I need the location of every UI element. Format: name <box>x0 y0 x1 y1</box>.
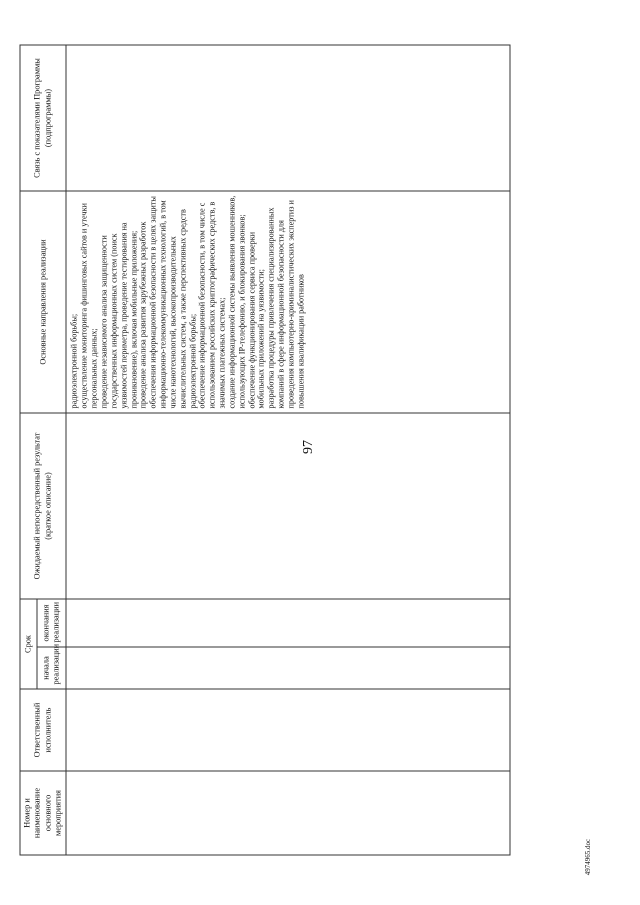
header-row <box>20 45 37 855</box>
cell-term-end <box>66 599 510 647</box>
program-table <box>20 45 511 856</box>
header-link: Связь с показателями Программы (подпрограммы) <box>20 45 66 191</box>
header-number-name: Номер и наименование основного мероприятия <box>20 771 66 855</box>
header-responsible: Ответственный исполнитель <box>20 689 66 771</box>
header-directions: Основные направления реализации <box>20 191 66 413</box>
cell-number-name <box>66 771 510 855</box>
header-term: Срок <box>20 599 37 689</box>
page-number: 97 <box>301 440 316 454</box>
cell-result <box>66 413 510 599</box>
rotated-table-sheet <box>20 46 545 856</box>
table-row <box>66 45 510 855</box>
cell-directions: радиоэлектронной борьбы; осуществление мониторинга фишинговых сайтов и утечки персональных данных; проведение независимого анализа защищенности государственных информационных систем (поиск уязвимостей периметра, проведение тестирования на проникновение), включая мобильные приложения; проведение анализа развития зарубежных разработок обеспечения информационной безопасности в целях защиты информационно-телекоммуникационных технологий, в том числе нанотехнологий, высокопроизводительных вычислительных систем, а также перспективных средств радиоэлектронной борьбы; обеспечение информационной безопасности, в том числе с использованием российских криптографических средств, в значимых платежных системах; создание информационной системы выявления мошенников, использующих IP-телефонию, и блокирования звонков; обеспечение функционирования сервиса проверки мобильных приложений на уязвимости; разработка процедуры привлечения специализированных компаний в сфере информационной безопасности для проведения компьютерно-криминалистических экспертиз и повышения квалификации работников <box>66 191 510 413</box>
cell-term-start <box>66 647 510 689</box>
cell-link <box>66 45 510 191</box>
header-term-start: начала реализации <box>37 647 66 689</box>
cell-responsible <box>66 689 510 771</box>
header-result: Ожидаемый непосредственный результат (краткое описание) <box>20 413 66 599</box>
footer-filename: 4974965.doc <box>584 838 592 876</box>
header-term-end: окончания реализации <box>37 599 66 647</box>
